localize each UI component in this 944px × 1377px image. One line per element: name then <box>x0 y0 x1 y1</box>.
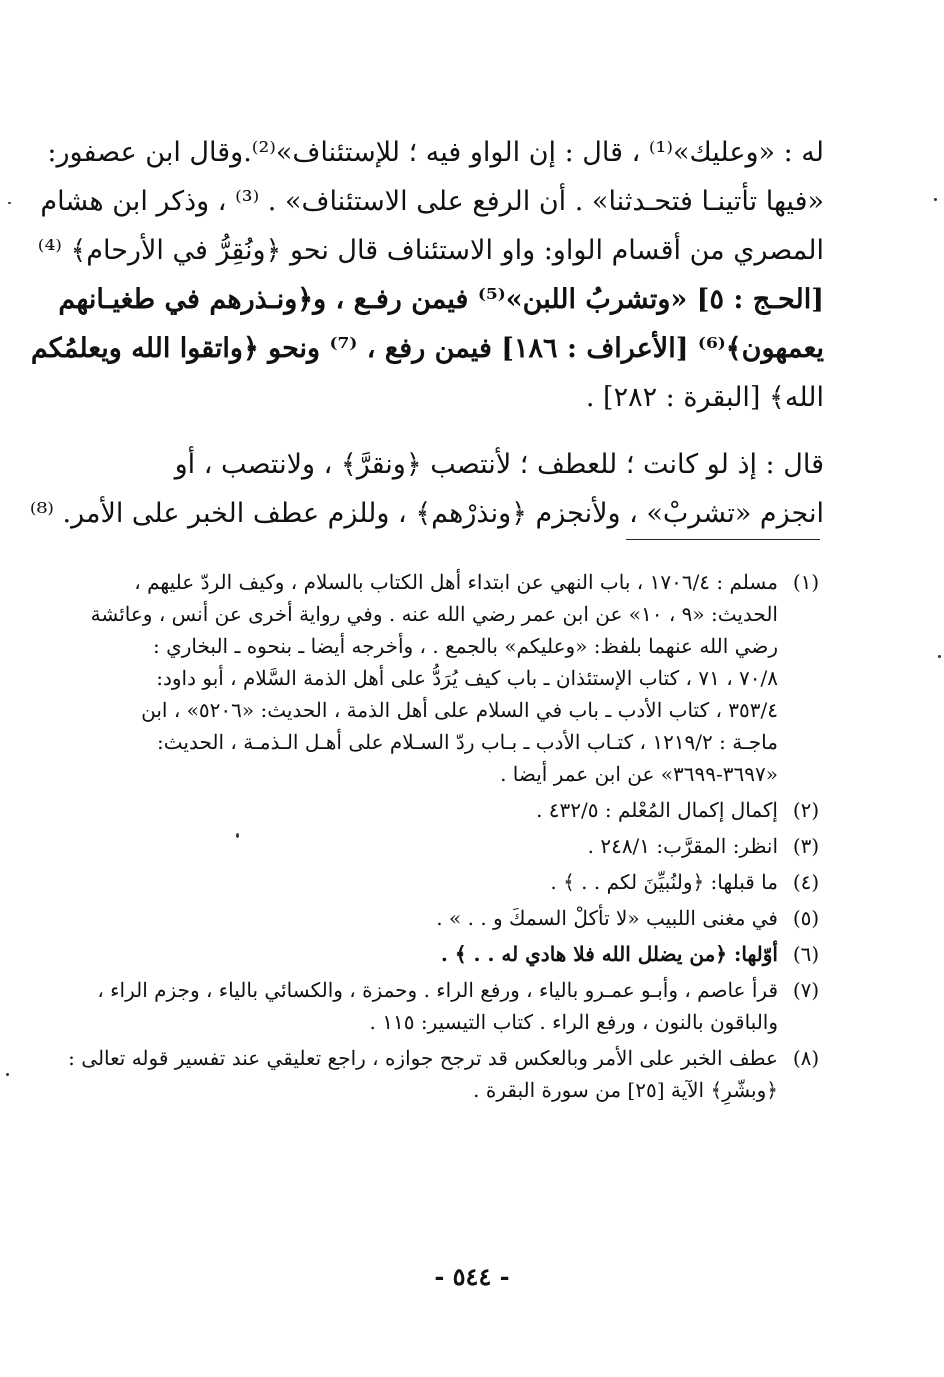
footnote <box>90 566 826 790</box>
footnote-number: (٦) <box>792 942 820 966</box>
footnote-line: عطف الخبر على الأمر وبالعكس قد ترجح جوازه ، راجع تعليقي عند تفسير قوله تعالى : <box>68 1046 778 1070</box>
scan-speck <box>6 1073 9 1076</box>
footnote-line: قرأ عاصم ، وأبـو عمـرو بالياء ، ورفع الراء . وحمزة ، والكسائي بالياء ، وجزم الراء ، <box>97 978 778 1002</box>
footnote-line: ما قبلها: ﴿ولنُبيِّنَ لكم . . ﴾ . <box>550 870 778 894</box>
footnote <box>110 830 826 862</box>
main-text-line: المصري من أقسام الواو: واو الاستئناف قال نحو ﴿ونُقِرُّ في الأرحام﴾ ⁽⁴⁾ <box>37 235 824 266</box>
footnote <box>110 902 826 934</box>
footnote <box>110 794 826 826</box>
footnote-number: (٤) <box>792 870 820 894</box>
footnote <box>68 1042 826 1106</box>
footnote-line: أوّلها: ﴿من يضلل الله فلا هادي له . . ﴾ . <box>440 942 778 966</box>
footnote-line: ٣٥٣/٤ ، كتاب الأدب ـ باب في السلام على أهل الذمة ، الحديث: «٥٢٠٦» ، ابن <box>141 698 778 722</box>
footnote-line: انظر: المقرَّب: ٢٤٨/١ . <box>587 834 778 858</box>
main-text-line: [الحـج : ٥] «وتشربُ اللبن»⁽⁵⁾ فيمن رفـع ، و﴿ونـذرهم في طغيـانهم <box>58 284 824 315</box>
footnote-line: رضي الله عنهما بلفظ: «وعليكم» بالجمع . ، وأخرجه أيضا ـ بنحوه ـ البخاري : <box>153 634 778 658</box>
main-text-paragraph-2 <box>29 440 824 538</box>
footnote-line: في مغنى اللبيب «لا تأكلْ السمكَ و . . » . <box>436 906 778 930</box>
main-text-line: «فيها تأتينـا فتحـدثنا» . أن الرفع على الاستئناف» . ⁽³⁾ ، وذكر ابن هشام <box>40 186 824 217</box>
footnote-line: إكمال إكمال المُعْلم : ٤٣٢/٥ . <box>536 798 778 822</box>
main-text-line: الله﴾ [البقرة : ٢٨٢] . <box>585 382 824 413</box>
footnote <box>97 974 826 1038</box>
main-text-line: يعمهون﴾⁽⁶⁾ [الأعراف : ١٨٦] فيمن رفع ، ⁽⁷⁾ ونحو ﴿واتقوا الله ويعلمُكم <box>30 333 824 364</box>
footnote-number: (٨) <box>792 1046 820 1070</box>
scan-speck <box>8 202 11 204</box>
scan-speck <box>938 655 941 658</box>
scan-speck <box>934 198 937 201</box>
footnote-number: (١) <box>792 570 820 594</box>
footnotes <box>68 566 826 1106</box>
main-text-line: انجزم «تشربْ» ، ولأنجزم ﴿ونذرْهم﴾ ، وللزم عطف الخبر على الأمر. ⁽⁸⁾ <box>29 498 824 529</box>
footnote-line: مسلم : ١٧٠٦/٤ ، باب النهي عن ابتداء أهل الكتاب بالسلام ، وكيف الردّ عليهم ، <box>134 570 778 594</box>
main-text-line: له : «وعليك»⁽¹⁾ ، قال : إن الواو فيه ؛ للإستئناف»⁽²⁾.وقال ابن عصفور: <box>47 137 824 168</box>
footnote-line: الحديث: «٩ ، ١٠» عن ابن عمر رضي الله عنه . وفي رواية أخرى عن أنس ، وعائشة <box>90 602 778 626</box>
scan-speck <box>236 833 239 838</box>
footnote-number: (٧) <box>792 978 820 1002</box>
footnote-line: ٧٠/٨ ، ٧١ ، كتاب الإستئذان ـ باب كيف يُرَدُّ على أهل الذمة السَّلام ، أبو داود: <box>156 666 778 690</box>
footnote <box>110 938 826 970</box>
main-text <box>30 128 824 422</box>
footnote-line: ماجـة : ١٢١٩/٢ ، كتـاب الأدب ـ بـاب ردّ السـلام على أهـل الـذمـة ، الحديث: <box>157 730 778 754</box>
main-text-line: قال : إذ لو كانت ؛ للعطف ؛ لأنتصب ﴿ونقرَّ﴾ ، ولانتصب ، أو <box>174 449 824 480</box>
footnote <box>110 866 826 898</box>
footnote-line: والباقون بالنون ، ورفع الراء . كتاب التيسير: ١١٥ . <box>369 1010 778 1034</box>
footnote-line: ﴿وبشّرِ﴾ الآية [٢٥] من سورة البقرة . <box>473 1078 778 1102</box>
footnote-number: (٣) <box>792 834 820 858</box>
footnote-line: «٣٦٩٧-٣٦٩٩» عن ابن عمر أيضا . <box>500 762 778 786</box>
footnote-separator <box>626 539 820 540</box>
footnote-number: (٢) <box>792 798 820 822</box>
page-number: - ٥٤٤ - <box>434 1262 510 1291</box>
footnote-number: (٥) <box>792 906 820 930</box>
